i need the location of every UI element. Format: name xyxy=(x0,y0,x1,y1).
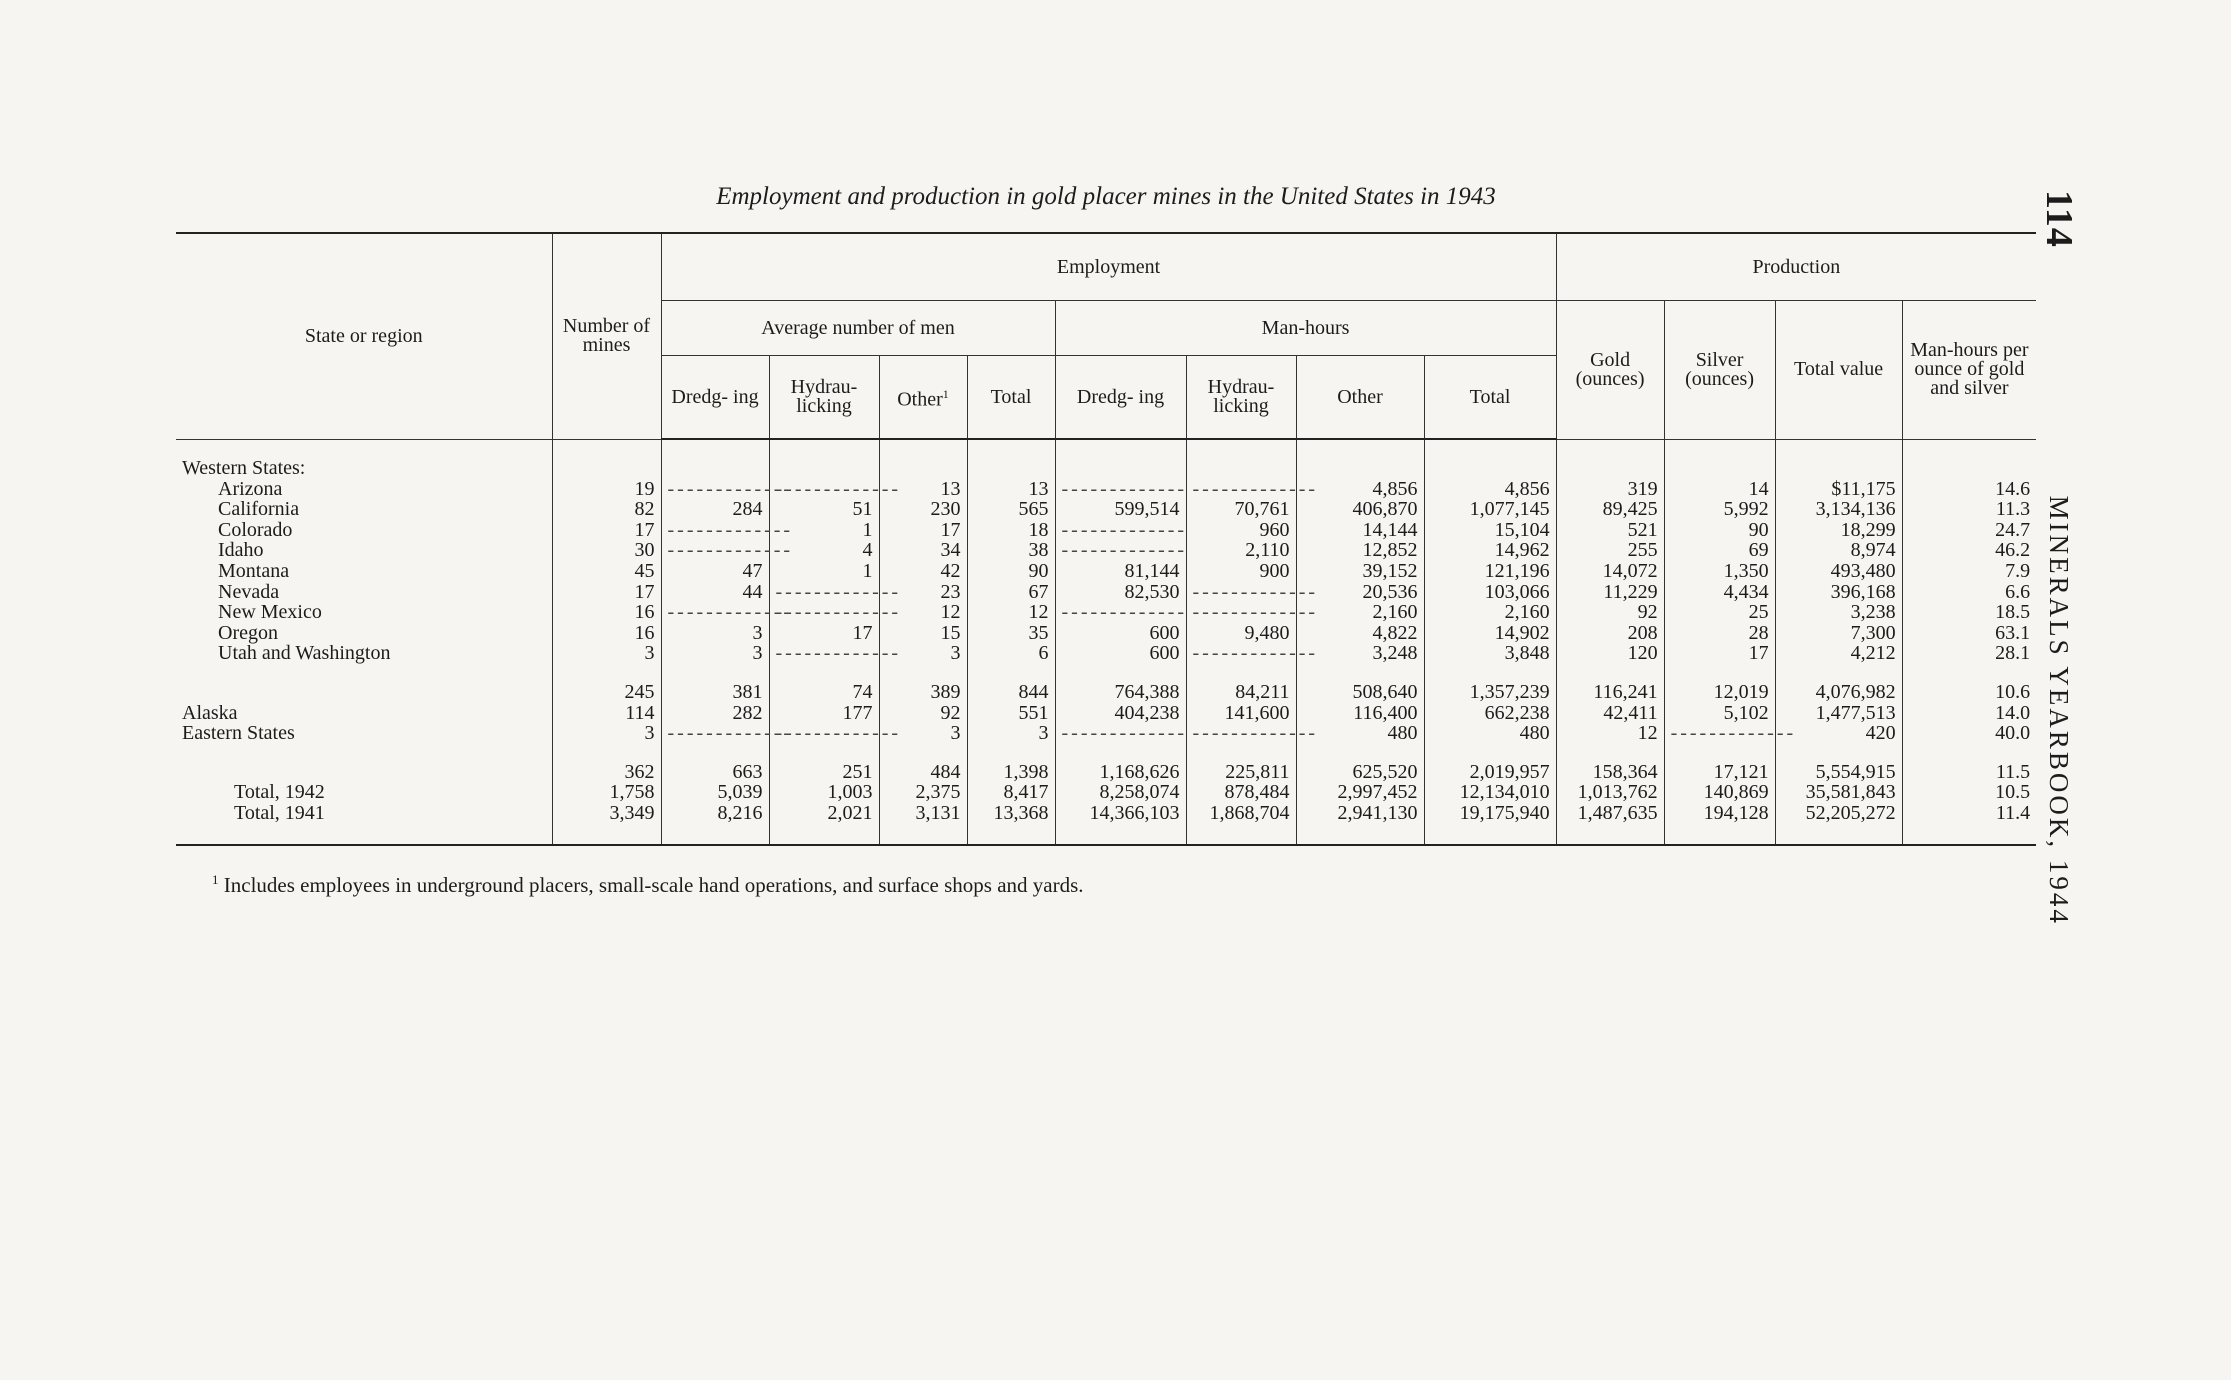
col-state-or-region: State or region xyxy=(176,233,552,439)
table-cell: 14 xyxy=(1664,479,1775,500)
table-row xyxy=(176,479,2036,500)
table-cell: 4,212 xyxy=(1775,643,1902,664)
table-cell: 121,196 xyxy=(1424,561,1556,582)
table-cell: 3,131 xyxy=(879,803,967,845)
table-cell: 7.9 xyxy=(1902,561,2036,582)
table-cell: 12 xyxy=(1556,723,1664,744)
table-cell: 284 xyxy=(661,499,769,520)
table-cell: 2,019,957 xyxy=(1424,762,1556,783)
col-group-man-hours: Man-hours xyxy=(1055,301,1556,356)
table-cell: 14,366,103 xyxy=(1055,803,1186,845)
table-cell: - - - - - - - - - - - - - xyxy=(1186,582,1296,603)
table-cell: - - - - - - - - - - - - - xyxy=(769,479,879,500)
col-hours-total: Total xyxy=(1424,356,1556,440)
table-cell: 25 xyxy=(1664,602,1775,623)
table-cell: - - - - - - - - - - - - - xyxy=(1055,723,1186,744)
table-cell: 208 xyxy=(1556,623,1664,644)
table-cell: - - - - - - - - - - - - - xyxy=(1186,479,1296,500)
table-cell: 17 xyxy=(879,520,967,541)
table-cell: 6.6 xyxy=(1902,582,2036,603)
table-cell: 45 xyxy=(552,561,661,582)
row-label: Eastern States xyxy=(182,722,295,745)
col-group-production: Production xyxy=(1556,233,2036,301)
table-row xyxy=(176,623,2036,644)
col-hours-hydraulicking: Hydrau- licking xyxy=(1186,356,1296,440)
col-group-average-men: Average number of men xyxy=(661,301,1055,356)
table-cell: 3,134,136 xyxy=(1775,499,1902,520)
table-cell: 8,974 xyxy=(1775,540,1902,561)
table-cell: 40.0 xyxy=(1902,723,2036,744)
gold-placer-table xyxy=(176,232,2036,846)
table-cell: 396,168 xyxy=(1775,582,1902,603)
table-cell: 662,238 xyxy=(1424,703,1556,724)
table-cell: - - - - - - - - - - - - - xyxy=(661,479,769,500)
row-label xyxy=(176,682,552,703)
table-cell: - - - - - - - - - - - - - xyxy=(661,520,769,541)
table-cell: 103,066 xyxy=(1424,582,1556,603)
table-cell: $11,175 xyxy=(1775,479,1902,500)
table-cell: 24.7 xyxy=(1902,520,2036,541)
table-cell: 381 xyxy=(661,682,769,703)
table-cell: 116,400 xyxy=(1296,703,1424,724)
table-cell: 16 xyxy=(552,623,661,644)
table-cell: 480 xyxy=(1424,723,1556,744)
subtotal-row xyxy=(176,682,2036,703)
table-cell: 116,241 xyxy=(1556,682,1664,703)
table-cell: 12 xyxy=(967,602,1055,623)
col-number-of-mines: Number of mines xyxy=(552,233,661,439)
table-cell: 484 xyxy=(879,762,967,783)
row-label: Idaho xyxy=(218,539,264,562)
table-cell: 599,514 xyxy=(1055,499,1186,520)
table-cell: 4,856 xyxy=(1424,479,1556,500)
footnote-text: Includes employees in underground placers, small-scale hand operations, and surface shops and yards. xyxy=(223,873,1084,897)
table-cell: - - - - - - - - - - - - - xyxy=(769,643,879,664)
table-cell: 404,238 xyxy=(1055,703,1186,724)
table-cell: 4,856 xyxy=(1296,479,1424,500)
table-cell: 51 xyxy=(769,499,879,520)
col-hours-dredging: Dredg- ing xyxy=(1055,356,1186,440)
table-cell: 3,848 xyxy=(1424,643,1556,664)
row-label: Total, 1941 xyxy=(176,803,552,845)
table-cell: 3 xyxy=(552,643,661,664)
table-cell: 14.0 xyxy=(1902,703,2036,724)
table-cell: 7,300 xyxy=(1775,623,1902,644)
table-cell: 14,072 xyxy=(1556,561,1664,582)
table-cell: 1,013,762 xyxy=(1556,782,1664,803)
table-cell: 551 xyxy=(967,703,1055,724)
row-label: Oregon xyxy=(218,621,278,644)
table-cell: 19 xyxy=(552,479,661,500)
table-row xyxy=(176,723,2036,744)
table-cell: 3 xyxy=(879,723,967,744)
table-cell: 13,368 xyxy=(967,803,1055,845)
table-cell: 10.6 xyxy=(1902,682,2036,703)
row-label: Total, 1942 xyxy=(234,781,325,804)
table-cell: 255 xyxy=(1556,540,1664,561)
table-cell: 11,229 xyxy=(1556,582,1664,603)
table-cell: 9,480 xyxy=(1186,623,1296,644)
table-cell: - - - - - - - - - - - - - xyxy=(1186,723,1296,744)
table-cell: 141,600 xyxy=(1186,703,1296,724)
table-cell: 420 xyxy=(1775,723,1902,744)
table-cell: 30 xyxy=(552,540,661,561)
table-cell: 34 xyxy=(879,540,967,561)
group-label: Western States: xyxy=(182,457,306,479)
table-cell: 4,076,982 xyxy=(1775,682,1902,703)
table-cell: 3 xyxy=(661,623,769,644)
table-cell: 663 xyxy=(661,762,769,783)
table-cell: 18.5 xyxy=(1902,602,2036,623)
running-head: MINERALS YEARBOOK, 1944 xyxy=(2044,495,2074,926)
table-cell: 3 xyxy=(552,723,661,744)
row-label: Nevada xyxy=(218,580,280,603)
col-men-other-label: Other xyxy=(897,388,943,411)
table-cell: 8,417 xyxy=(967,782,1055,803)
row-label: Colorado xyxy=(218,518,293,541)
table-cell: 6 xyxy=(967,643,1055,664)
col-group-employment: Employment xyxy=(661,233,1556,301)
table-cell: 20,536 xyxy=(1296,582,1424,603)
table-cell: 4 xyxy=(769,540,879,561)
table-cell: 17 xyxy=(552,520,661,541)
table-cell: 19,175,940 xyxy=(1424,803,1556,845)
table-cell: 14,902 xyxy=(1424,623,1556,644)
table-cell: 389 xyxy=(879,682,967,703)
table-cell: 70,761 xyxy=(1186,499,1296,520)
table-cell: 82 xyxy=(552,499,661,520)
table-cell: - - - - - - - - - - - - - xyxy=(1186,602,1296,623)
table-cell: 12 xyxy=(879,602,967,623)
table-cell: 2,997,452 xyxy=(1296,782,1424,803)
table-cell: 3,349 xyxy=(552,803,661,845)
table-cell: 14,144 xyxy=(1296,520,1424,541)
table-cell: 764,388 xyxy=(1055,682,1186,703)
row-label: Utah and Washington xyxy=(218,642,391,665)
table-cell: 13 xyxy=(967,479,1055,500)
table-cell: 47 xyxy=(661,561,769,582)
table-cell: 3 xyxy=(967,723,1055,744)
table-cell: 230 xyxy=(879,499,967,520)
page-number: 114 xyxy=(2038,190,2080,248)
table-cell: 52,205,272 xyxy=(1775,803,1902,845)
table-cell: 90 xyxy=(967,561,1055,582)
table-cell: 480 xyxy=(1296,723,1424,744)
table-cell: 82,530 xyxy=(1055,582,1186,603)
table-cell: 15,104 xyxy=(1424,520,1556,541)
table-cell: 17 xyxy=(552,582,661,603)
table-cell: 17,121 xyxy=(1664,762,1775,783)
row-label: Alaska xyxy=(182,701,238,724)
row-label: Arizona xyxy=(218,477,283,500)
table-cell: 600 xyxy=(1055,643,1186,664)
col-men-other xyxy=(879,356,967,440)
row-label xyxy=(176,762,552,783)
table-row xyxy=(176,499,2036,520)
table-cell: 17 xyxy=(1664,643,1775,664)
table-cell: 4,434 xyxy=(1664,582,1775,603)
table-cell: 3 xyxy=(879,643,967,664)
col-man-hours-per-ounce: Man-hours per ounce of gold and silver xyxy=(1902,301,2036,440)
table-body xyxy=(176,439,2036,845)
table-cell: 1,357,239 xyxy=(1424,682,1556,703)
table-cell: - - - - - - - - - - - - - xyxy=(769,723,879,744)
table-cell: 42,411 xyxy=(1556,703,1664,724)
table-cell: 84,211 xyxy=(1186,682,1296,703)
table-cell: 1,350 xyxy=(1664,561,1775,582)
table-cell: 140,869 xyxy=(1664,782,1775,803)
col-men-hydraulicking: Hydrau- licking xyxy=(769,356,879,440)
table-cell: 38 xyxy=(967,540,1055,561)
table-cell: 63.1 xyxy=(1902,623,2036,644)
table-cell: 11.4 xyxy=(1902,803,2036,845)
table-cell: - - - - - - - - - - - - - xyxy=(1055,540,1186,561)
table-cell: 114 xyxy=(552,703,661,724)
table-cell: 1,477,513 xyxy=(1775,703,1902,724)
footnote-ref: 1 xyxy=(942,386,949,401)
table-cell: 69 xyxy=(1664,540,1775,561)
table-cell: 194,128 xyxy=(1664,803,1775,845)
table-cell: - - - - - - - - - - - - - xyxy=(769,582,879,603)
table-cell: 4,822 xyxy=(1296,623,1424,644)
table-cell: - - - - - - - - - - - - - xyxy=(661,602,769,623)
table-cell: 2,160 xyxy=(1424,602,1556,623)
table-cell: 508,640 xyxy=(1296,682,1424,703)
table-row xyxy=(176,602,2036,623)
table-cell: 1,168,626 xyxy=(1055,762,1186,783)
table-cell: 39,152 xyxy=(1296,561,1424,582)
table-cell: 625,520 xyxy=(1296,762,1424,783)
table-cell: 46.2 xyxy=(1902,540,2036,561)
table-header xyxy=(176,233,2036,439)
table-cell: 90 xyxy=(1664,520,1775,541)
table-row xyxy=(176,703,2036,724)
table-cell: 5,554,915 xyxy=(1775,762,1902,783)
col-men-total: Total xyxy=(967,356,1055,440)
table-cell: 35,581,843 xyxy=(1775,782,1902,803)
table-cell: 158,364 xyxy=(1556,762,1664,783)
table-row xyxy=(176,643,2036,664)
table-cell: 92 xyxy=(879,703,967,724)
table-cell: 844 xyxy=(967,682,1055,703)
table-cell: 10.5 xyxy=(1902,782,2036,803)
table-cell: 12,019 xyxy=(1664,682,1775,703)
table-cell: 878,484 xyxy=(1186,782,1296,803)
table-cell: 2,021 xyxy=(769,803,879,845)
table-cell: - - - - - - - - - - - - - xyxy=(1664,723,1775,744)
table-cell: 35 xyxy=(967,623,1055,644)
table-cell: 600 xyxy=(1055,623,1186,644)
table-cell: 42 xyxy=(879,561,967,582)
row-label: Montana xyxy=(218,559,290,582)
col-men-dredging: Dredg- ing xyxy=(661,356,769,440)
table-cell: 493,480 xyxy=(1775,561,1902,582)
table-cell: 319 xyxy=(1556,479,1664,500)
footnote xyxy=(212,872,1084,898)
table-cell: 406,870 xyxy=(1296,499,1424,520)
table-cell: 5,992 xyxy=(1664,499,1775,520)
table-cell: 1,398 xyxy=(967,762,1055,783)
table-cell: 44 xyxy=(661,582,769,603)
table-row xyxy=(176,582,2036,603)
table-cell: 18,299 xyxy=(1775,520,1902,541)
table-row xyxy=(176,561,2036,582)
table-cell: 81,144 xyxy=(1055,561,1186,582)
table-cell: 1,487,635 xyxy=(1556,803,1664,845)
table-cell: 1,077,145 xyxy=(1424,499,1556,520)
table-cell: - - - - - - - - - - - - - xyxy=(1055,602,1186,623)
table-cell: 11.3 xyxy=(1902,499,2036,520)
table-cell: 28 xyxy=(1664,623,1775,644)
table-cell: 11.5 xyxy=(1902,762,2036,783)
table-cell: 23 xyxy=(879,582,967,603)
table-cell: 1 xyxy=(769,520,879,541)
total-row xyxy=(176,803,2036,845)
table-cell: 8,258,074 xyxy=(1055,782,1186,803)
table-cell: - - - - - - - - - - - - - xyxy=(661,540,769,561)
table-cell: 18 xyxy=(967,520,1055,541)
table-cell: 2,110 xyxy=(1186,540,1296,561)
grand-total-row xyxy=(176,762,2036,783)
group-row xyxy=(176,458,2036,479)
table-cell: 89,425 xyxy=(1556,499,1664,520)
table-cell: 282 xyxy=(661,703,769,724)
table-cell: - - - - - - - - - - - - - xyxy=(1186,643,1296,664)
table-cell: 14,962 xyxy=(1424,540,1556,561)
table-cell: 3 xyxy=(661,643,769,664)
table-cell: 12,852 xyxy=(1296,540,1424,561)
table-cell: 3,248 xyxy=(1296,643,1424,664)
table-cell: 3,238 xyxy=(1775,602,1902,623)
table-cell: 15 xyxy=(879,623,967,644)
table-cell: 362 xyxy=(552,762,661,783)
table-cell: 5,102 xyxy=(1664,703,1775,724)
col-silver-ounces: Silver (ounces) xyxy=(1664,301,1775,440)
table-cell: 2,941,130 xyxy=(1296,803,1424,845)
footnote-mark: 1 xyxy=(212,872,219,887)
table-cell: 1,868,704 xyxy=(1186,803,1296,845)
table-cell: - - - - - - - - - - - - - xyxy=(769,602,879,623)
table-cell: 251 xyxy=(769,762,879,783)
table-cell: 5,039 xyxy=(661,782,769,803)
col-hours-other: Other xyxy=(1296,356,1424,440)
col-total-value: Total value xyxy=(1775,301,1902,440)
table-cell: 67 xyxy=(967,582,1055,603)
table-cell: 28.1 xyxy=(1902,643,2036,664)
total-row xyxy=(176,782,2036,803)
table-cell: 16 xyxy=(552,602,661,623)
table-cell: - - - - - - - - - - - - - xyxy=(1055,520,1186,541)
table-cell: 12,134,010 xyxy=(1424,782,1556,803)
table-cell: 2,375 xyxy=(879,782,967,803)
table-cell: 14.6 xyxy=(1902,479,2036,500)
table-cell: 521 xyxy=(1556,520,1664,541)
table-cell: 225,811 xyxy=(1186,762,1296,783)
table-cell: 1 xyxy=(769,561,879,582)
table-cell: 17 xyxy=(769,623,879,644)
table-cell: 120 xyxy=(1556,643,1664,664)
table-cell: 2,160 xyxy=(1296,602,1424,623)
table-cell: 8,216 xyxy=(661,803,769,845)
table-cell: 177 xyxy=(769,703,879,724)
table-cell: 1,003 xyxy=(769,782,879,803)
table-row xyxy=(176,520,2036,541)
table-row xyxy=(176,540,2036,561)
row-label: California xyxy=(218,498,300,521)
table-cell: 960 xyxy=(1186,520,1296,541)
table-cell: 245 xyxy=(552,682,661,703)
table-cell: 92 xyxy=(1556,602,1664,623)
table-cell: - - - - - - - - - - - - - xyxy=(1055,479,1186,500)
row-label: New Mexico xyxy=(218,601,322,624)
col-gold-ounces: Gold (ounces) xyxy=(1556,301,1664,440)
table-cell: 565 xyxy=(967,499,1055,520)
table-cell: - - - - - - - - - - - - - xyxy=(661,723,769,744)
table-cell: 900 xyxy=(1186,561,1296,582)
table-cell: 13 xyxy=(879,479,967,500)
table-cell: 1,758 xyxy=(552,782,661,803)
table-cell: 74 xyxy=(769,682,879,703)
table-title: Employment and production in gold placer mines in the United States in 1943 xyxy=(716,183,1496,210)
